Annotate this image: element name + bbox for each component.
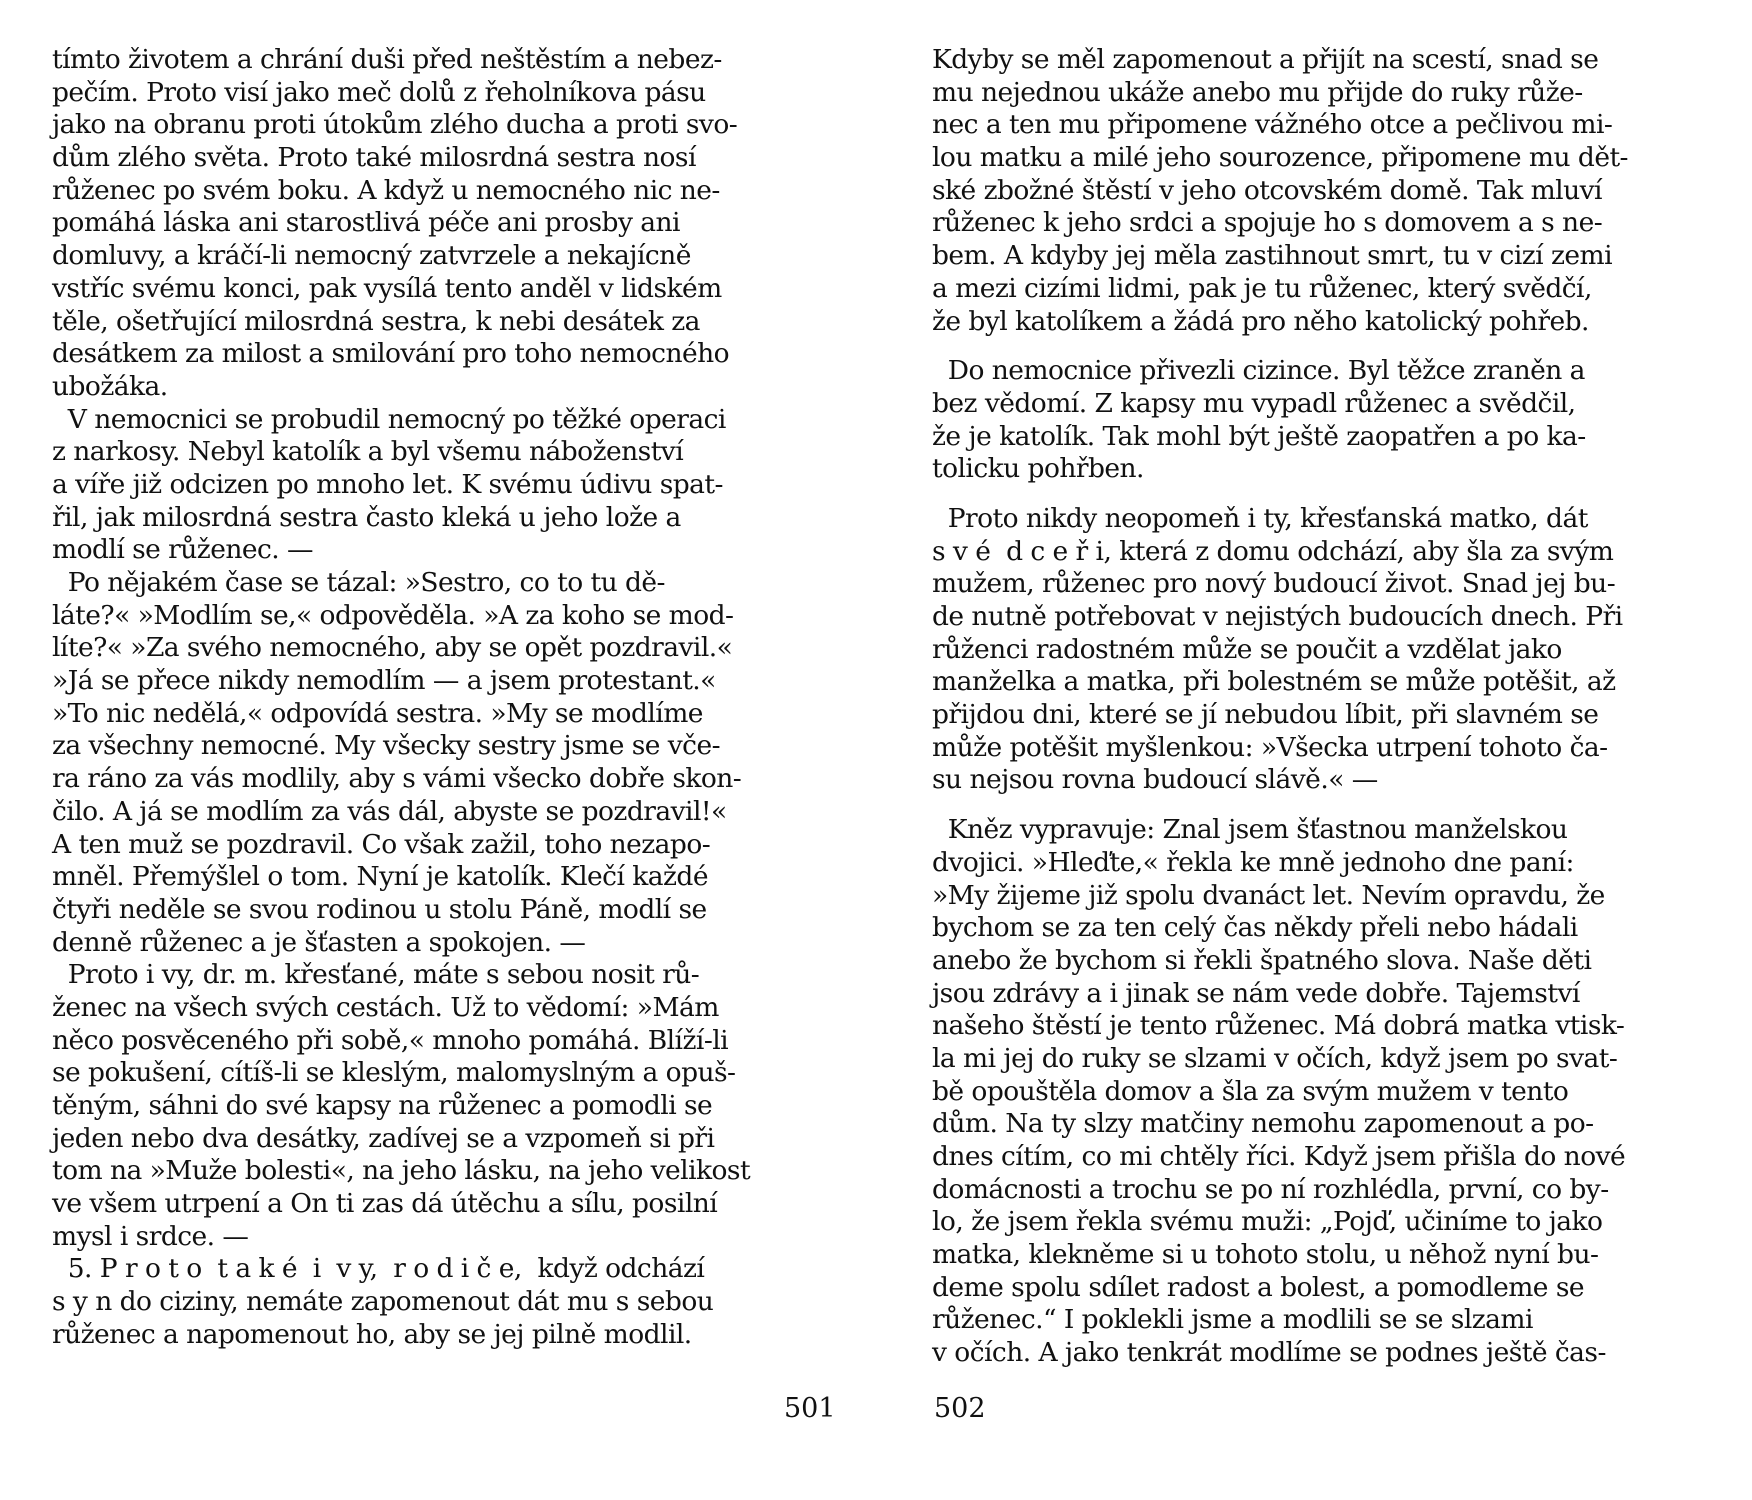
text-line: řil, jak milosrdná sestra často kleká u jeho lože a	[52, 501, 681, 533]
text-line: ženec na všech svých cestách. Už to vědomí: »Mám	[52, 991, 719, 1023]
text-line: za všechny nemocné. My všecky sestry jsme se vče-	[52, 730, 721, 762]
text-line: čtyři neděle se svou rodinou u stolu Páně, modlí se	[52, 893, 707, 925]
text-line: Kdyby se měl zapomenout a přijít na scestí, snad se	[932, 44, 1599, 75]
text-line: mněl. Přemýšlel o tom. Nyní je katolík. Klečí každé	[52, 861, 708, 893]
text-line: tom na »Muže bolesti«, na jeho lásku, na jeho velikost	[52, 1155, 751, 1187]
left-page	[52, 44, 824, 1352]
text-line: růženec k jeho srdci a spojuje ho s domovem a s ne-	[932, 207, 1603, 239]
text-line: bychom se za ten celý čas někdy přeli nebo hádali	[932, 912, 1578, 944]
text-line: může potěšit myšlenkou: »Všecka utrpení tohoto ča-	[932, 731, 1608, 763]
text-line: líte?« »Za svého nemocného, aby se opět pozdravil.«	[52, 632, 733, 664]
text-line: Kněz vypravuje: Znal jsem šťastnou manželskou	[932, 814, 1568, 846]
text-line: deme spolu sdílet radost a bolest, a pomodleme se	[932, 1271, 1584, 1303]
text-line: ra ráno za vás modlily, aby s vámi všecko dobře skon-	[52, 763, 742, 795]
text-line: růženec a napomenout ho, aby se jej pilně modlil.	[52, 1318, 692, 1350]
text-line: růženec.“ I poklekli jsme a modlili se se slzami	[932, 1304, 1533, 1336]
text-line: V nemocnici se probudil nemocný po těžké operaci	[52, 403, 726, 435]
text-line: čilo. A já se modlím za vás dál, abyste se pozdravil!«	[52, 795, 727, 827]
text-line: de nutně potřebovat v nejistých budoucích dnech. Při	[932, 601, 1623, 632]
text-line: pečím. Proto visí jako meč dolů z řeholníkova pásu	[52, 76, 706, 108]
text-line: dnes cítím, co mi chtěly říci. Když jsem přišla do nové	[932, 1141, 1626, 1172]
text-line: domluvy, a kráčí-li nemocný zatvrzele a nekajícně	[52, 240, 691, 272]
text-line: lo, že jsem řekla svému muži: „Pojď, učiníme to jako	[932, 1206, 1603, 1238]
text-line: a mezi cizími lidmi, pak je tu růženec, který svědčí,	[932, 272, 1592, 304]
text-line: tímto životem a chrání duši před neštěstím a nebez-	[52, 44, 722, 75]
text-line: bez vědomí. Z kapsy mu vypadl růženec a svědčil,	[932, 387, 1576, 419]
text-line: Po nějakém čase se tázal: »Sestro, co to tu dě-	[52, 567, 665, 598]
text-line: domácnosti a trochu se po ní rozhlédla, první, co by-	[932, 1173, 1609, 1205]
text-line: ské zbožné štěstí v jeho otcovském domě. Tak mluví	[932, 174, 1602, 206]
text-line: vstříc svému konci, pak vysílá tento anděl v lidském	[52, 272, 722, 304]
text-line: těle, ošetřující milosrdná sestra, k nebi desátek za	[52, 305, 700, 337]
text-line: »To nic nedělá,« odpovídá sestra. »My se modlíme	[52, 697, 703, 729]
text-line: su nejsou rovna budoucí slávě.« —	[932, 764, 1378, 796]
text-line: »Já se přece nikdy nemodlím — a jsem protestant.«	[52, 665, 716, 697]
left-page-text	[52, 44, 824, 1352]
text-line: desátkem za milost a smilování pro toho nemocného	[52, 338, 730, 370]
text-line: ve všem utrpení a On ti zas dá útěchu a sílu, posilní	[52, 1188, 718, 1220]
text-line: bě opouštěla domov a šla za svým mužem v tento	[932, 1075, 1569, 1107]
text-line: 5. P r o t o t a k é i v y, r o d i č e, když odchází	[52, 1253, 705, 1285]
text-line: dům. Na ty slzy matčiny nemohu zapomenout a po-	[932, 1108, 1594, 1140]
text-line: něco posvěceného při sobě,« mnoho pomáhá. Blíží-li	[52, 1024, 729, 1056]
text-line: se pokušení, cítíš-li se kleslým, malomyslným a opuš-	[52, 1057, 736, 1089]
text-line: láte?« »Modlím se,« odpověděla. »A za koho se mod-	[52, 599, 734, 631]
text-line: v očích. A jako tenkrát modlíme se podnes ještě čas-	[932, 1337, 1606, 1369]
page-number-right: 502	[934, 1393, 986, 1424]
text-line: nec a ten mu připomene vážného otce a pečlivou mi-	[932, 109, 1613, 141]
text-line: těným, sáhni do své kapsy na růženec a pomodli se	[52, 1090, 713, 1121]
text-line: modlí se růženec. —	[52, 534, 313, 566]
text-line: pomáhá láska ani starostlivá péče ani prosby ani	[52, 207, 680, 239]
text-line: jeden nebo dva desátky, zadívej se a vzpomeň si při	[52, 1122, 715, 1154]
text-line: Do nemocnice přivezli cizince. Byl těžce zraněn a	[932, 355, 1585, 387]
text-line: matka, klekněme si u tohoto stolu, u něhož nyní bu-	[932, 1239, 1599, 1271]
paragraph-gap	[932, 338, 1704, 355]
text-line: »My žijeme již spolu dvanáct let. Nevím opravdu, že	[932, 879, 1605, 911]
text-line: anebo že bychom si řekli špatného slova. Naše děti	[932, 944, 1592, 976]
text-line: dvojici. »Hleďte,« řekla ke mně jednoho dne paní:	[932, 846, 1574, 878]
text-line: našeho štěstí je tento růženec. Má dobrá matka vtisk-	[932, 1010, 1625, 1042]
text-line: a víře již odcizen po mnoho let. K svému údivu spat-	[52, 468, 723, 500]
text-line: mu nejednou ukáže anebo mu přijde do ruky růže-	[932, 76, 1583, 108]
text-line: denně růženec a je šťasten a spokojen. —	[52, 926, 586, 958]
right-page-text	[932, 44, 1704, 1370]
paragraph-gap	[932, 486, 1704, 503]
text-line: mysl i srdce. —	[52, 1220, 249, 1252]
text-line: A ten muž se pozdravil. Co však zažil, toho nezapo-	[52, 828, 711, 860]
text-line: jako na obranu proti útokům zlého ducha a proti svo-	[52, 109, 738, 141]
text-line: la mi jej do ruky se slzami v očích, když jsem po svat-	[932, 1042, 1618, 1074]
text-line: manželka a matka, při bolestném se může potěšit, až	[932, 666, 1616, 698]
text-line: s v é d c e ř i, která z domu odchází, aby šla za svým	[932, 535, 1614, 567]
text-line: dům zlého světa. Proto také milosrdná sestra nosí	[52, 142, 696, 174]
text-line: přijdou dni, které se jí nebudou líbit, při slavném se	[932, 699, 1599, 731]
text-line: Proto i vy, dr. m. křesťané, máte s sebou nosit rů-	[52, 959, 700, 991]
text-line: mužem, růženec pro nový budoucí život. Snad jej bu-	[932, 568, 1616, 600]
right-page	[932, 44, 1704, 1370]
text-line: jsou zdrávy a i jinak se nám vede dobře. Tajemství	[932, 977, 1580, 1009]
text-line: že je katolík. Tak mohl být ještě zaopatřen a po ka-	[932, 420, 1586, 452]
page-number-left: 501	[784, 1393, 836, 1424]
text-line: lou matku a milé jeho sourozence, připomene mu dět-	[932, 142, 1628, 174]
text-line: bem. A kdyby jej měla zastihnout smrt, tu v cizí zemi	[932, 240, 1612, 272]
text-line: že byl katolíkem a žádá pro něho katolický pohřeb.	[932, 305, 1589, 337]
text-line: růženci radostném může se poučit a vzdělat jako	[932, 633, 1562, 665]
text-line: Proto nikdy neopomeň i ty, křesťanská matko, dát	[932, 502, 1588, 534]
text-line: tolicku pohřben.	[932, 453, 1144, 485]
text-line: ubožáka.	[52, 370, 168, 402]
text-line: s y n do ciziny, nemáte zapomenout dát mu s sebou	[52, 1286, 714, 1318]
text-line: z narkosy. Nebyl katolík a byl všemu náboženství	[52, 436, 684, 468]
paragraph-gap	[932, 797, 1704, 814]
text-line: růženec po svém boku. A když u nemocného nic ne-	[52, 174, 720, 206]
